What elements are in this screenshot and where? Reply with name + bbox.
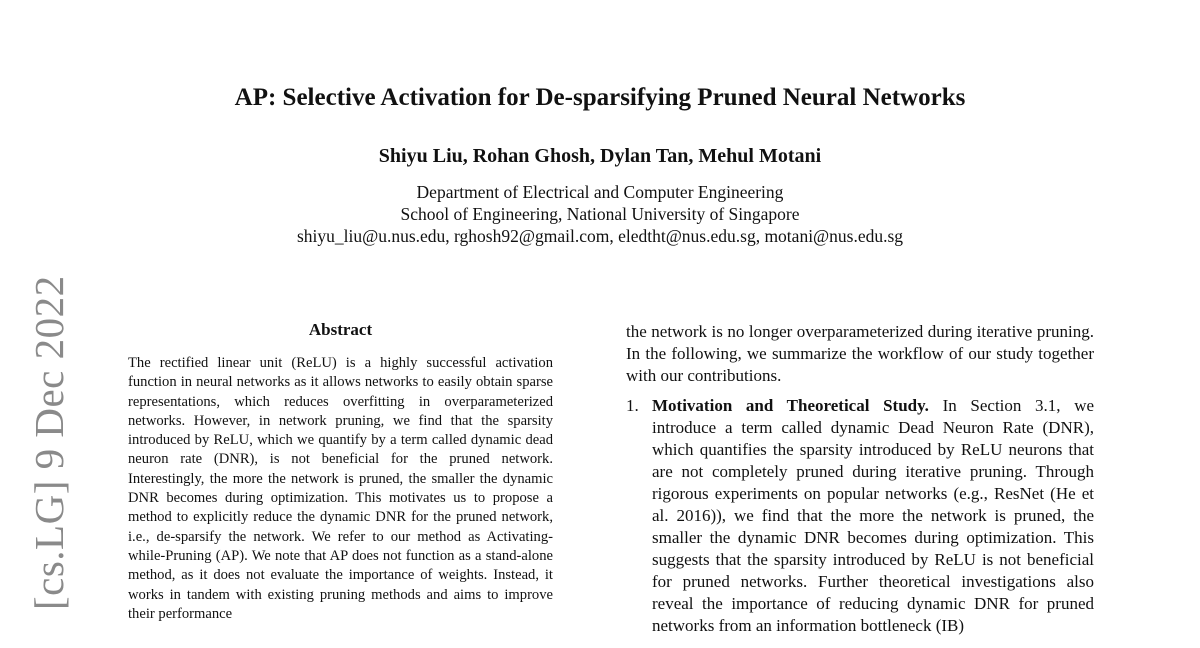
left-column (128, 320, 553, 624)
contribution-list-item (626, 395, 1094, 637)
right-column (626, 321, 1094, 637)
author-list: Shiyu Liu, Rohan Ghosh, Dylan Tan, Mehul Motani (378, 145, 822, 167)
school-line: School of Engineering, National University of Singapore (400, 204, 800, 224)
affiliation-block (0, 181, 1200, 247)
emails-line: shiyu_liu@u.nus.edu, rghosh92@gmail.com, eledtht@nus.edu.sg, motani@nus.edu.sg (296, 226, 904, 246)
abstract-heading: Abstract (308, 320, 373, 339)
list-item-number: 1. (626, 396, 639, 415)
list-item-heading: Motivation and Theoretical Study. (652, 396, 929, 415)
paper-title: AP: Selective Activation for De-sparsifying Pruned Neural Networks (234, 84, 966, 111)
intro-paragraph: the network is no longer overparameterized during iterative pruning. In the following, we summarize the workflow of our study together with our contributions. (626, 322, 1094, 385)
department-line: Department of Electrical and Computer Engineering (416, 182, 784, 202)
list-item-body (652, 395, 1094, 637)
arxiv-identifier-stamp: [cs.LG] 9 Dec 2022 (26, 275, 72, 610)
abstract-text: The rectified linear unit (ReLU) is a highly successful activation function in neural networks as it allows networks to easily obtain sparse representations, which reduces overfitting in overparameterized networks. However, in network pruning, we find that the sparsity introduced by ReLU, which we quantify by a term called dynamic dead neuron rate (DNR), is not beneficial for the pruned network. Interestingly, the more the network is pruned, the smaller the dynamic DNR becomes during optimization. This motivates us to propose a method to explicitly reduce the dynamic DNR for the pruned network, i.e., de-sparsify the network. We refer to our method as Activating-while-Pruning (AP). We note that AP does not function as a stand-alone method, as it does not evaluate the importance of weights. Instead, it works in tandem with existing pruning methods and aims to improve their performance (128, 355, 553, 622)
list-item-text: In Section 3.1, we introduce a term called dynamic Dead Neuron Rate (DNR), which quantifies the sparsity introduced by ReLU neurons that are not completely pruned during iterative pruning. Through rigorous experiments on popular networks (e.g., ResNet (He et al. 2016)), we find that the more the network is pruned, the smaller the dynamic DNR becomes during optimization. This suggests that the sparsity introduced by ReLU is not beneficial for pruned networks. Further theoretical investigations also reveal the importance of reducing dynamic DNR for pruned networks from an information bottleneck (IB) (652, 396, 1095, 635)
